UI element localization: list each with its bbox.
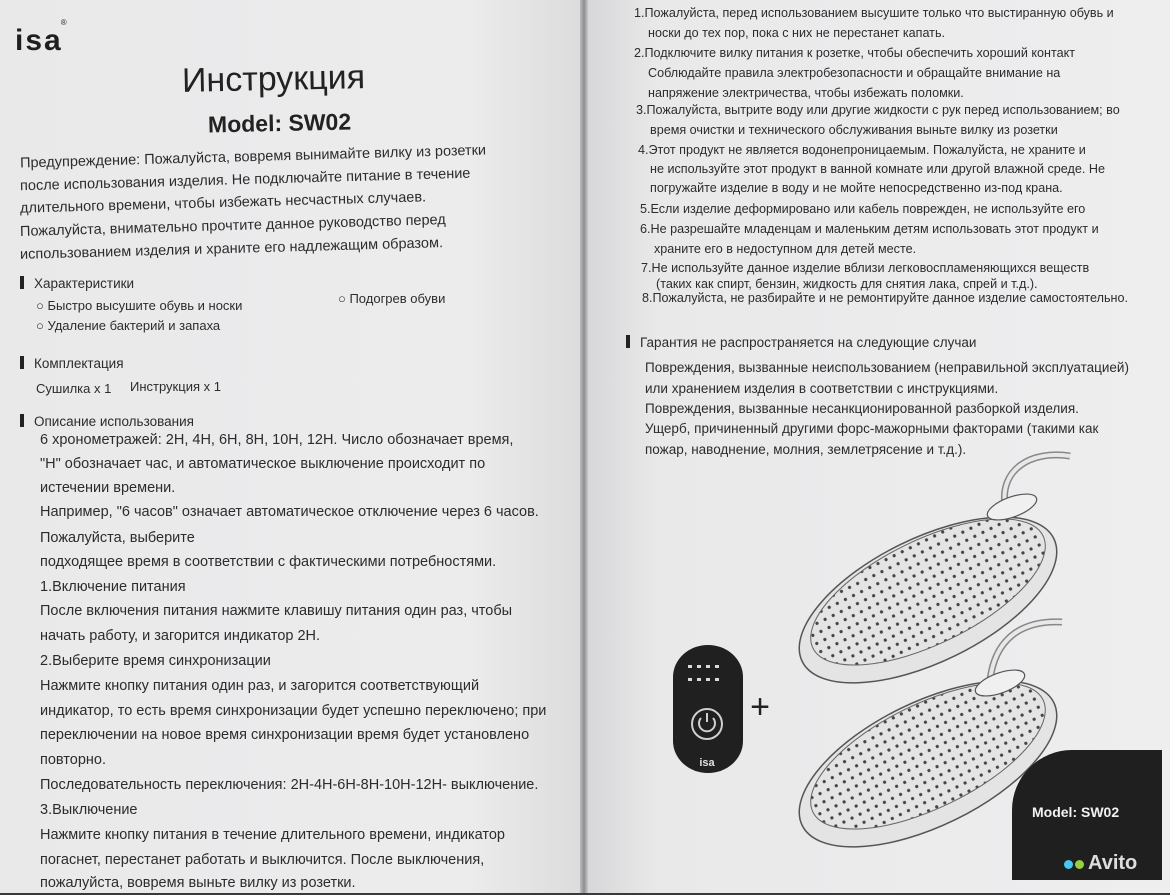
usage-line: 1.Включение питания [40, 579, 186, 595]
usage-line: Пожалуйста, выберите [40, 530, 195, 546]
warranty-line: Повреждения, вызванные несанкционированной разборкой изделия. [645, 401, 1079, 416]
usage-line: начать работу, и загорится индикатор 2Н. [40, 628, 321, 644]
warning-line: длительного времени, чтобы избежать несчастных случаев. [19, 189, 427, 217]
safety-line: 6.Не разрешайте младенцам и маленьким детям использовать этот продукт и [640, 222, 1099, 236]
usage-line: После включения питания нажмите клавишу питания один раз, чтобы [40, 603, 513, 619]
isa-logo: isa® [15, 18, 69, 57]
safety-line: 4.Этот продукт не является водонепроницаемым. Пожалуйста, не храните и [638, 143, 1086, 157]
safety-line: 8.Пожалуйста, не разбирайте и не ремонтируйте данное изделие самостоятельно. [642, 291, 1128, 305]
package-item: Инструкция x 1 [130, 379, 221, 394]
safety-line: 2.Подключите вилку питания к розетке, чтобы обеспечить хороший контакт [634, 46, 1076, 60]
warranty-line: Ущерб, причиненный другими форс-мажорными факторами (такими как [645, 421, 1099, 436]
features-heading: Характеристики [20, 276, 134, 291]
usage-line: повторно. [40, 752, 107, 768]
usage-line: индикатор, то есть время синхронизации будет успешно переключено; при [40, 703, 547, 719]
usage-line: Нажмите кнопку питания один раз, и загорится соответствующий [40, 678, 480, 694]
section-bar-icon [20, 356, 24, 369]
safety-line: 3.Пожалуйста, вытрите воду или другие жидкости с рук перед использованием; во [636, 103, 1120, 117]
shoe-dryer-top-icon [775, 455, 1081, 717]
remote-control-icon [673, 645, 743, 773]
safety-line: 5.Если изделие деформировано или кабель поврежден, не используйте его [640, 202, 1086, 216]
feature-item: ○ Быстро высушите обувь и носки [36, 298, 243, 313]
usage-line: переключении на новое время синхронизации время будет установлено [40, 727, 530, 743]
safety-line: не используйте этот продукт в ванной комнате или другой влажной среде. Не [650, 162, 1105, 176]
safety-line: Соблюдайте правила электробезопасности и обращайте внимание на [648, 66, 1061, 80]
feature-item: ○ Подогрев обуви [338, 291, 446, 306]
usage-line: Например, "6 часов" означает автоматическое отключение через 6 часов. [40, 504, 539, 520]
avito-dot-icon [1075, 860, 1084, 869]
safety-line: погружайте изделие в воду и не мойте непосредственно из-под крана. [650, 181, 1063, 195]
safety-line: (таких как спирт, бензин, жидкость для снятия лака, спрей и т.д.). [656, 277, 1038, 291]
warranty-line: пожар, наводнение, молния, землетрясение и т.д.). [645, 442, 967, 457]
page-title: Инструкция [181, 58, 366, 100]
warning-line: Предупреждение: Пожалуйста, вовремя вынимайте вилку из розетки [19, 142, 487, 172]
remote-logo: isa [699, 757, 715, 769]
usage-line: подходящее время в соответствии с фактическими потребностями. [40, 554, 497, 570]
usage-line: истечении времени. [40, 480, 176, 496]
safety-line: 1.Пожалуйста, перед использованием высушите только что выстиранную обувь и [634, 6, 1114, 20]
section-bar-icon [20, 276, 24, 289]
warning-line: Пожалуйста, внимательно прочтите данное руководство перед [19, 212, 446, 240]
usage-line: погаснет, перестанет работать и выключится. После выключения, [40, 852, 485, 868]
usage-line: пожалуйста, вовремя выньте вилку из розетки. [40, 875, 356, 891]
usage-line: 3.Выключение [40, 802, 138, 818]
safety-line: время очистки и технического обслуживания выньте вилку из розетки [650, 123, 1058, 137]
section-bar-icon [20, 414, 24, 427]
usage-line: Нажмите кнопку питания в течение длительного времени, индикатор [40, 827, 505, 843]
warranty-line: Повреждения, вызванные неиспользованием (неправильной эксплуатацией) [645, 360, 1129, 375]
safety-line: напряжение электричества, чтобы избежать поломки. [648, 86, 964, 100]
model-heading: Model: SW02 [207, 108, 352, 138]
avito-watermark: Avito [1064, 852, 1137, 875]
usage-line: 6 хронометражей: 2H, 4H, 6H, 8H, 10H, 12H. Число обозначает время, [40, 432, 514, 448]
safety-line: носки до тех пор, пока с них не перестанет капать. [648, 26, 946, 40]
warranty-line: или хранением изделия в соответствии с инструкциями. [645, 381, 999, 396]
safety-line: храните его в недоступном для детей месте. [654, 242, 917, 256]
warranty-heading: Гарантия не распространяется на следующие случаи [626, 335, 976, 350]
warning-line: использованием изделия и храните его надлежащим образом. [19, 235, 444, 263]
usage-heading: Описание использования [20, 414, 194, 429]
safety-line: 7.Не используйте данное изделие вблизи легковоспламеняющихся веществ [641, 261, 1090, 275]
avito-dot-icon [1064, 860, 1073, 869]
section-bar-icon [626, 335, 630, 348]
model-badge-text: Model: SW02 [1032, 804, 1120, 820]
feature-item: ○ Удаление бактерий и запаха [36, 318, 221, 333]
usage-line: 2.Выберите время синхронизации [40, 653, 271, 669]
page-gutter [580, 0, 588, 893]
plus-sign: + [750, 688, 770, 726]
package-heading: Комплектация [20, 356, 124, 371]
warning-line: после использования изделия. Не подключайте питание в течение [19, 165, 471, 195]
usage-line: "Н" обозначает час, и автоматическое выключение происходит по [40, 456, 486, 472]
package-item: Сушилка x 1 [36, 381, 112, 396]
usage-line: Последовательность переключения: 2Н-4Н-6Н-8Н-10Н-12Н- выключение. [40, 777, 539, 793]
